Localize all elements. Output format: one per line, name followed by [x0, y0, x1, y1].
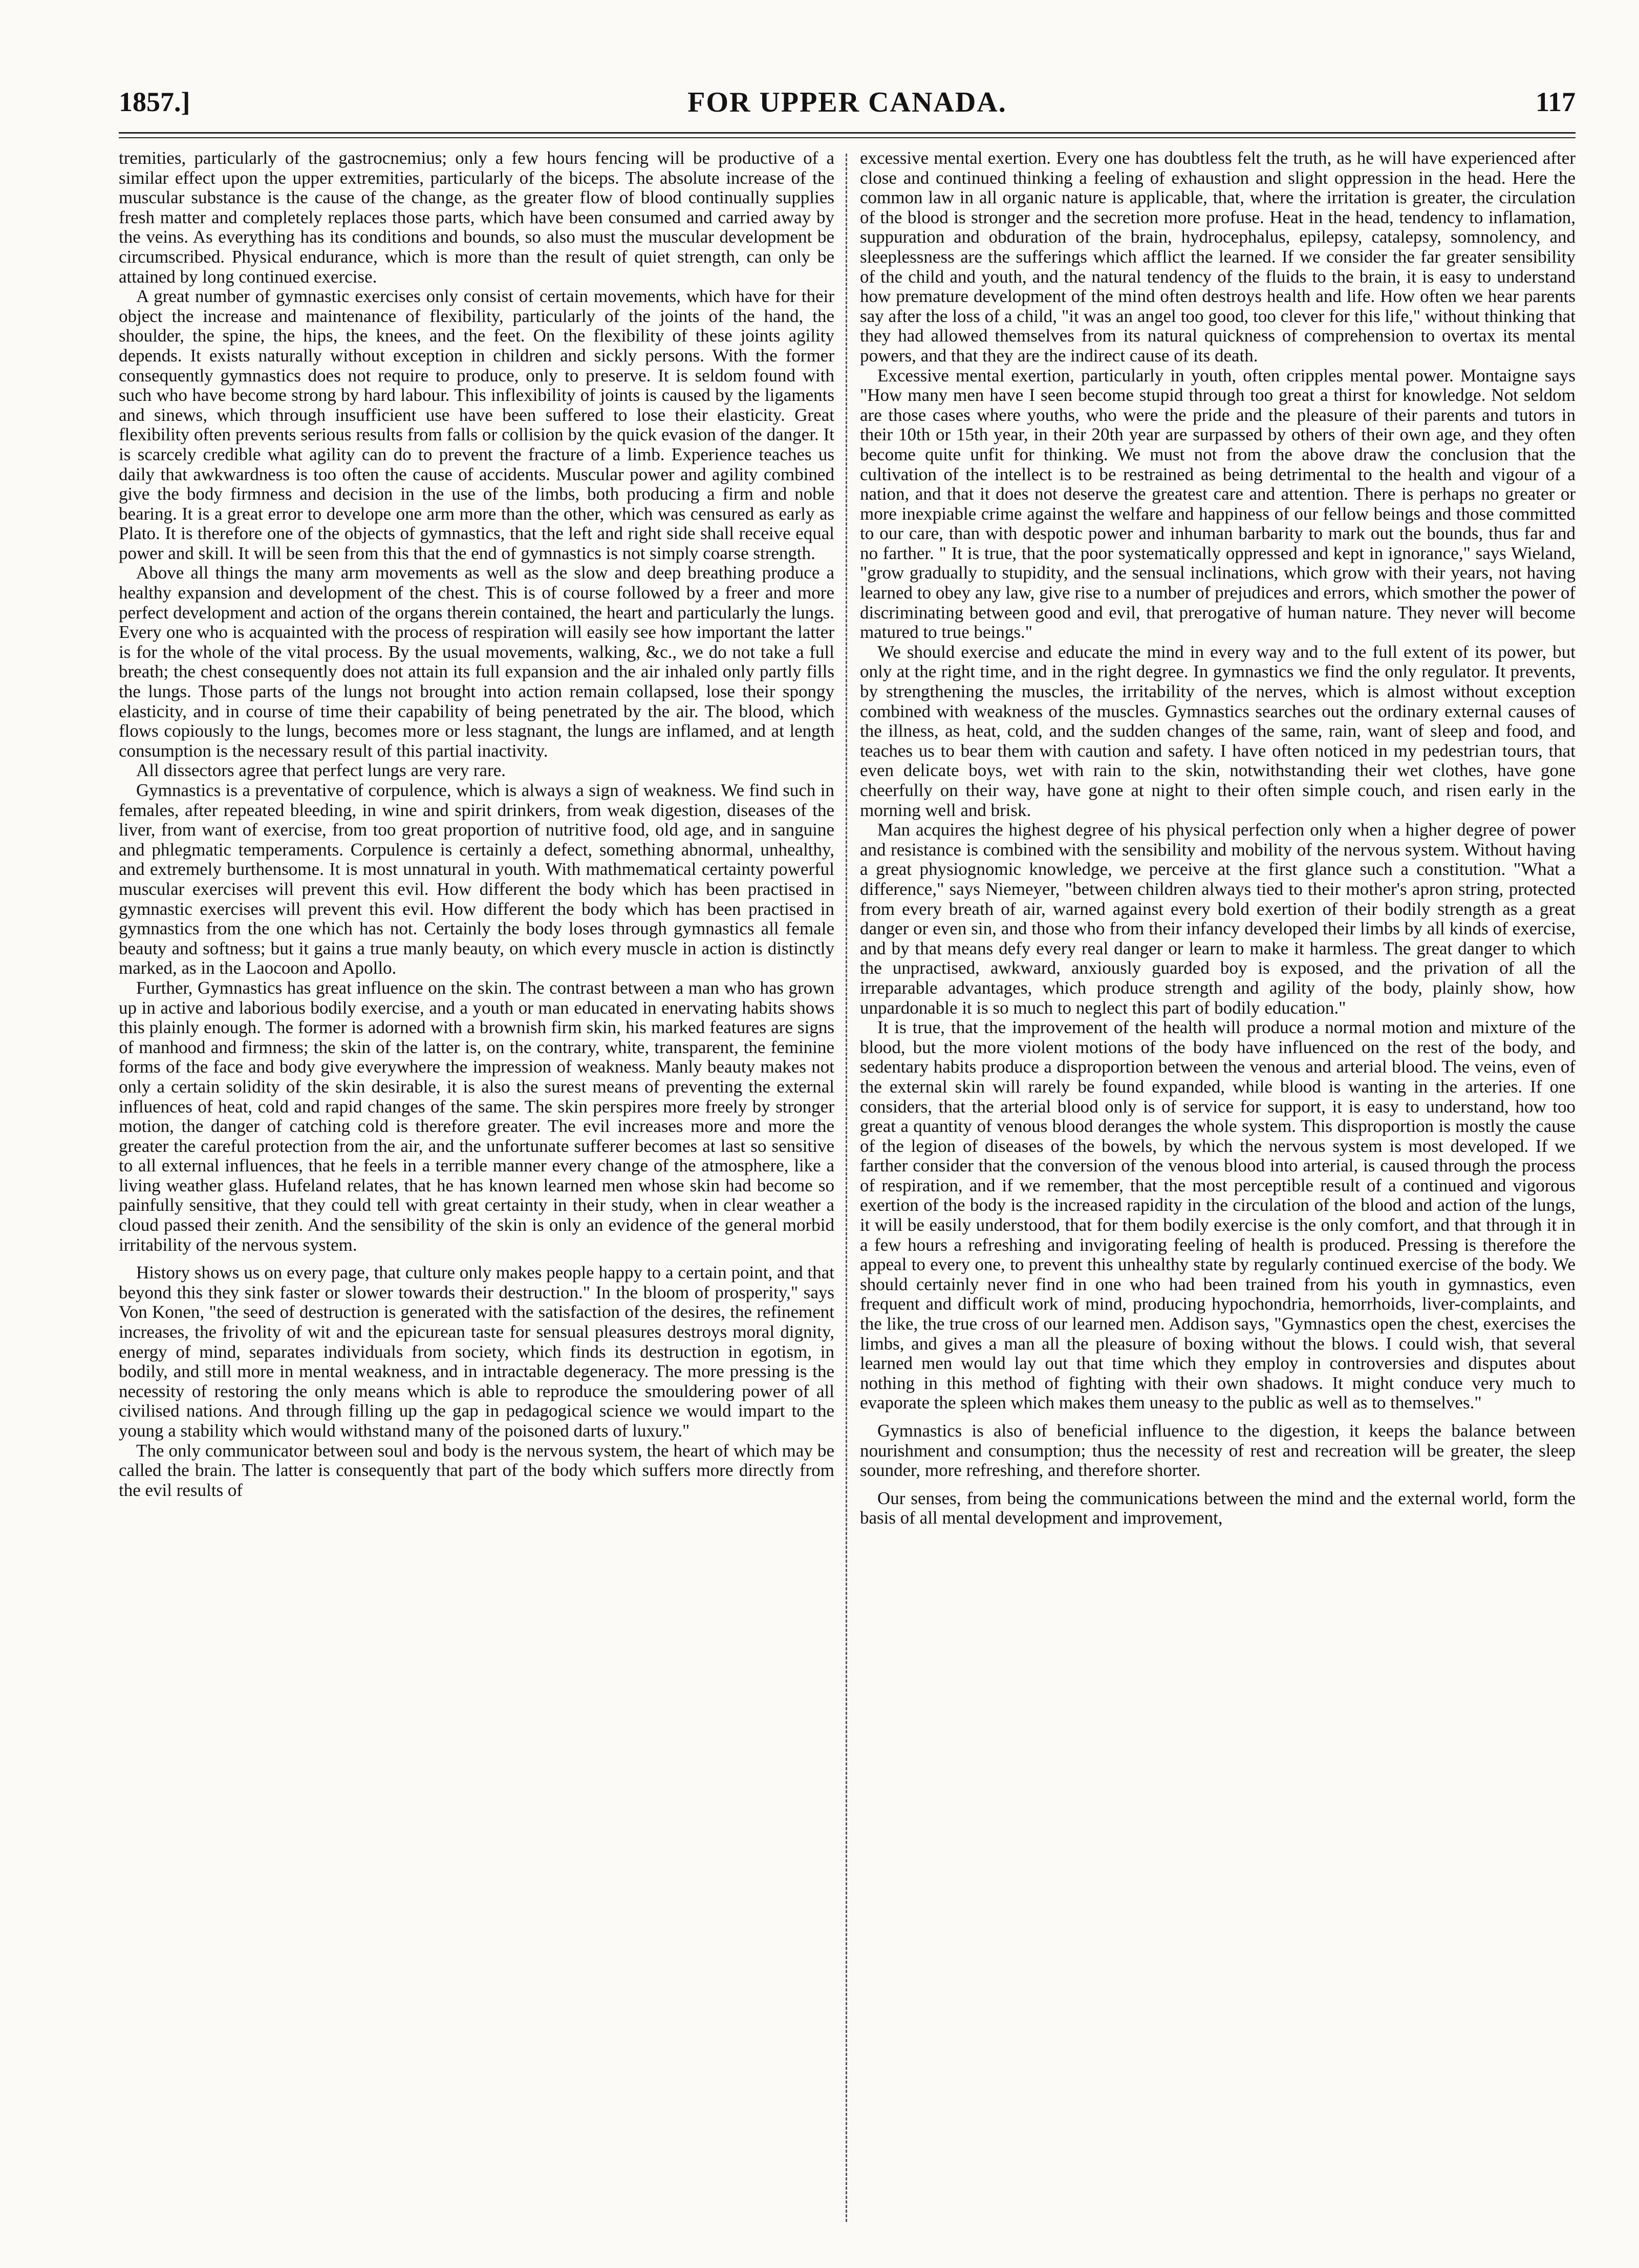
paragraph: It is true, that the improvement of the health will produce a normal motion and mixture of the blood, but the more violent motions of the body have influenced on the rest of the body, and sedentary habits produce a disproportion between the venous and arterial blood. The veins, even of the external skin will rarely be found expanded, while blood is wanting in the arteries. If one considers, that the arterial blood only is of service for support, it is easy to understand, how too great a quantity of venous blood deranges the whole system. This disproportion is mostly the cause of the legion of diseases of the bowels, by which the nervous system is most developed. If we farther consider that the conversion of the venous blood into arterial, is caused through the process of respiration, and if we remember, that the most perceptible result of a continued and vigorous exertion of the body is the increased rapidity in the circulation of the blood and action of the lungs, it will be easily understood, that for them bodily exercise is the only comfort, and that through it in a few hours a refreshing and invigorating feeling of health is produced. Pressing is therefore the appeal to every one, to prevent this unhealthy state by regularly continued exercise of the body. We should certainly never find in one who had been trained from his youth in gymnastics, even frequent and difficult work of mind, producing hypochondria, hemorrhoids, liver-complaints, and the like, the true cross of our learned men. Addison says, "Gymnastics open the chest, exercises the limbs, and gives a man all the pleasure of boxing without the blows. I could wish, that several learned men would lay out that time which they employ in controversies and disputes about nothing in this method of fighting with their own shadows. It might conduce very much to evaporate the spleen which makes them uneasy to the public as well as to themselves." — [860, 1017, 1576, 1413]
paragraph: History shows us on every page, that culture only makes people happy to a certain point, and that beyond this they sink faster or slower towards their destruction." In the bloom of prosperity," says Von Konen, "the seed of destruction is generated with the satisfaction of the desires, the refinement increases, the frivolity of wit and the epicurean taste for sensual pleasures destroys moral dignity, energy of mind, separates individuals from society, which finds its destruction in egotism, in bodily, and still more in mental weakness, and in intractable degeneracy. The more pressing is the necessity of restoring the only means which is able to reproduce the smouldering power of all civilised nations. And through filling up the gap in pedagogical science we would impart to the young a stability which would withstand many of the poisoned darts of luxury." — [119, 1263, 834, 1441]
paragraph: Our senses, from being the communications between the mind and the external world, form the basis of all mental development and improvement, — [860, 1488, 1576, 1528]
page-number: 117 — [1535, 87, 1576, 117]
paragraph: Gymnastics is also of beneficial influence to the digestion, it keeps the balance between nourishment and consumption; thus the necessity of rest and recreation will be greater, the sleep sounder, more refreshing, and therefore shorter. — [860, 1421, 1576, 1481]
header-rule-thin — [119, 137, 1576, 138]
paragraph: The only communicator between soul and body is the nervous system, the heart of which may be called the brain. The latter is consequently that part of the body which suffers more directly from the evil results of — [119, 1440, 834, 1500]
paragraph: All dissectors agree that perfect lungs are very rare. — [136, 760, 506, 781]
page-header — [119, 86, 1576, 127]
left-column — [119, 148, 834, 2232]
paragraph: Above all things the many arm movements as well as the slow and deep breathing produce a healthy expansion and development of the chest. This is of course followed by a freer and more perfect development and action of the organs therein contained, the heart and particularly the lungs. Every one who is acquainted with the process of respiration will easily see how important the latter is for the whole of the vital process. By the usual movements, walking, &c., we do not take a full breath; the chest consequently does not attain its full expansion and the air inhaled only partly fills the lungs. Those parts of the lungs not brought into action remain collapsed, lose their spongy elasticity, and in course of time their capability of being penetrated by the air. The blood, which flows copiously to the lungs, becomes more or less stagnant, the lungs are inflamed, and at length consumption is the necessary result of this partial inactivity. — [119, 563, 834, 761]
column-divider — [846, 154, 847, 2222]
paragraph: A great number of gymnastic exercises only consist of certain movements, which have for their object the increase and maintenance of flexibility, particularly of the joints of the hand, the shoulder, the spine, the hips, the knees, and the feet. On the flexibility of these joints agility depends. It exists naturally without exception in children and sickly persons. With the former consequently gymnastics does not require to produce, only to preserve. It is seldom found with such who have become strong by hard labour. This inflexibility of joints is caused by the ligaments and sinews, which through insufficient use have been suffered to lose their elasticity. Great flexibility often prevents serious results from falls or collision by the quick evasion of the danger. It is scarcely credible what agility can do to prevent the fracture of a limb. Experience teaches us daily that awkwardness is too often the cause of accidents. Muscular power and agility combined give the body firmness and decision in the use of the limbs, both producing a firm and noble bearing. It is a great error to develope one arm more than the other, which was censured as early as Plato. It is therefore one of the objects of gymnastics, that the left and right side shall receive equal power and skill. It will be seen from this that the end of gymnastics is not simply coarse strength. — [119, 286, 834, 563]
right-column — [860, 148, 1576, 2232]
header-year: 1857.] — [119, 87, 190, 117]
paragraph: Further, Gymnastics has great influence on the skin. The contrast between a man who has grown up in active and laborious bodily exercise, and a youth or man educated in enervating habits shows this plainly enough. The former is adorned with a brownish firm skin, his marked features are signs of manhood and firmness; the skin of the latter is, on the contrary, white, transparent, the feminine forms of the face and body give everywhere the impression of weakness. Manly beauty makes not only a certain solidity of the skin desirable, it is also the surest means of preventing the external influences of heat, cold and rapid changes of the same. The skin perspires more freely by stronger motion, the danger of catching cold is therefore greater. The evil increases more and more the greater the careful protection from the air, and the unfortunate sufferer becomes at last so sensitive to all external influences, that he feels in a terrible manner every change of the atmosphere, like a living weather glass. Hufeland relates, that he has known learned men whose skin had become so painfully sensitive, that they could tell with great certainty in their study, when in clear weather a cloud passed their zenith. And the sensibility of the skin is only an evidence of the general morbid irritability of the nervous system. — [119, 977, 834, 1255]
paragraph: tremities, particularly of the gastrocnemius; only a few hours fencing will be productive of a similar effect upon the upper extremities, particularly of the biceps. The absolute increase of the muscular substance is the cause of the change, as the greater flow of blood continually supplies fresh matter and completely replaces those parts, which have been consumed and carried away by the veins. As everything has its conditions and bounds, so also must the muscular development be circumscribed. Physical endurance, which is more than the result of quiet strength, can only be attained by long continued exercise. — [119, 148, 834, 287]
paragraph: Gymnastics is a preventative of corpulence, which is always a sign of weakness. We find such in females, after repeated bleeding, in wine and spirit drinkers, from weak digestion, diseases of the liver, from want of exercise, from too great proportion of nutritive food, old age, and in sanguine and phlegmatic temperaments. Corpulence is certainly a defect, something abnormal, unhealthy, and extremely burthensome. It is most unnatural in youth. With mathmematical certainty powerful muscular exercises will prevent this evil. How different the body which has been practised in gymnastic exercises will prevent this evil. How different the body which has been practised in gymnastics from the one which has not. Certainly the body loses through gymnastics all female beauty and softness; but it gains a true manly beauty, on which every muscle in action is distinctly marked, as in the Laocoon and Apollo. — [119, 780, 834, 978]
running-title: FOR UPPER CANADA. — [687, 87, 1007, 118]
header-rule — [119, 132, 1576, 134]
paragraph: excessive mental exertion. Every one has doubtless felt the truth, as he will have experienced after close and continued thinking a feeling of exhaustion and slight oppression in the head. Here the common law in all organic nature is applicable, that, where the irritation is greater, the circulation of the blood is stronger and the secretion more profuse. Heat in the head, tendency to inflamation, suppuration and obduration of the brain, hydrocephalus, epilepsy, catalepsy, somnolency, and sleeplessness are the sufferings which afflict the learned. If we consider the far greater sensibility of the child and youth, and the natural tendency of the fluids to the brain, it is easy to understand how premature development of the mind often destroys health and life. How often we hear parents say after the loss of a child, "it was an angel too good, too clever for this life," without thinking that they had allowed themselves from its natural quickness of comprehension to overtax its mental powers, and that they are the indirect cause of its death. — [860, 148, 1576, 366]
paragraph: We should exercise and educate the mind in every way and to the full extent of its power, but only at the right time, and in the right degree. In gymnastics we find the only regulator. It prevents, by strengthening the muscles, the irritability of the nerves, which is almost without exception combined with weakness of the muscles. Gymnastics searches out the ordinary external causes of the illness, as heat, cold, and the sudden changes of the same, rain, want of sleep and food, and teaches us to bear them with caution and safety. I have often noticed in my pedestrian tours, that even delicate boys, wet with rain to the skin, notwithstanding their wet clothes, have gone cheerfully on their way, have gone at night to their often simple couch, and risen early in the morning well and brisk. — [860, 641, 1576, 820]
paragraph: Excessive mental exertion, particularly in youth, often cripples mental power. Montaigne says "How many men have I seen become stupid through too great a thirst for knowledge. Not seldom are those cases where youths, who were the pride and the pleasure of their parents and tutors in their 10th or 15th year, in their 20th year are surpassed by others of their own age, and they often become quite unfit for thinking. We must not from the above draw the conclusion that the cultivation of the intellect is to be restrained as being detrimental to the health and vigour of a nation, and that it does not deserve the greatest care and attention. There is perhaps no greater or more inexpiable crime against the welfare and happiness of our fellow beings and those committed to our care, than with despotic power and inhuman barbarity to mark out the bounds, thus far and no farther. " It is true, that the poor systematically oppressed and kept in ignorance," says Wieland, "grow gradually to stupidity, and the sensual inclinations, which grow with their years, not having learned to obey any law, give rise to a number of prejudices and errors, which smother the power of discriminating between good and evil, that prerogative of human nature. They never will become matured to true beings." — [860, 365, 1576, 643]
paragraph: Man acquires the highest degree of his physical perfection only when a higher degree of power and resistance is combined with the sensibility and mobility of the nervous system. Without having a great physiognomic knowledge, we perceive at the first glance such a constitution. "What a difference," says Niemeyer, "between children always tied to their mother's apron string, protected from every breath of air, warned against every bold exertion of their bodily strength as a great danger or even sin, and those who from their infancy developed their limbs by all kinds of exercise, and by that means defy every real danger or learn to make it harmless. The great danger to which the unpractised, awkward, anxiously guarded boy is exposed, and the privation of all the irreparable advantages, which produce strength and agility of the body, plainly show, how unpardonable it is so much to neglect this part of bodily education." — [860, 820, 1576, 1018]
